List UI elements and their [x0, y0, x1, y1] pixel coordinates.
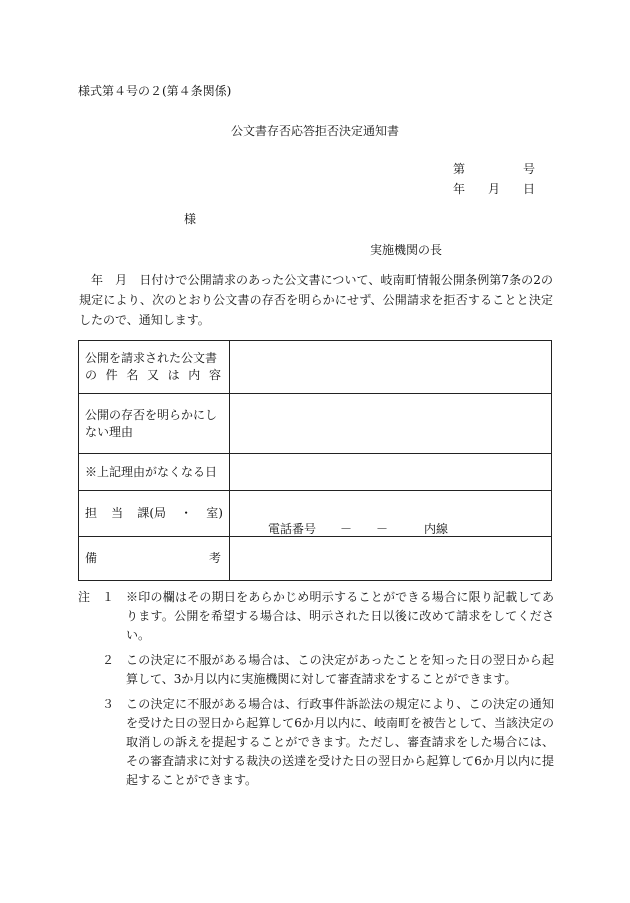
- note-item: ２ この決定に不服がある場合は、この決定があったことを知った日の翌日から起算して、3か月以内に実施機関に対して審査請求をすることができます。: [102, 653, 554, 686]
- remarks-label: 備 考: [79, 537, 230, 581]
- table-row: [79, 394, 552, 454]
- notice-body: 年 月 日付けで公開請求のあった公文書について、岐南町情報公開条例第7条の2の規定により、次のとおり公文書の存否を明らかにせず、公開請求を拒否することと決定したので、通知します。: [79, 273, 553, 327]
- expiry-date-label: ※上記理由がなくなる日: [79, 454, 230, 491]
- table-row: [79, 537, 552, 581]
- document-title: 公文書存否応答拒否決定通知書: [230, 124, 399, 138]
- note-item: 注 １ ※印の欄はその期日をあらかじめ明示することができる場合に限り記載してあります。公開を希望する場合は、明示された日以後に改めて請求をしてください。: [78, 590, 554, 642]
- note-item: ３ この決定に不服がある場合は、行政事件訴訟法の規定により、この決定の通知を受けた日の翌日から起算して6か月以内に、岐南町を被告として、当該決定の取消しの訴えを提起することができます。ただし、審査請求をした場合には、その審査請求に対する裁決の送達を受けた日の翌日から起算して6か月以内に提起することができます。: [102, 697, 554, 787]
- reference-number: [453, 160, 541, 177]
- date-day: 日: [523, 182, 536, 196]
- refusal-reason-value[interactable]: [230, 394, 552, 454]
- department-value[interactable]: [230, 491, 552, 537]
- table-row: [79, 454, 552, 491]
- remarks-value[interactable]: [230, 537, 552, 581]
- recipient-line: 様: [184, 212, 197, 226]
- sender-line: 実施機関の長: [370, 243, 443, 257]
- ref-go: 号: [523, 162, 536, 176]
- notice-table: [78, 340, 552, 581]
- phone-extension-line: 電話番号 － － 内線: [268, 522, 449, 536]
- ref-dai: 第: [453, 162, 466, 176]
- table-row: [79, 341, 552, 394]
- refusal-reason-label: 公開の存否を明らかにしない理由: [79, 394, 230, 454]
- department-label: 担 当 課(局 ・ 室): [79, 491, 230, 537]
- label-line-1: 公開を請求された公文書: [85, 351, 218, 365]
- date-year: 年: [453, 182, 466, 196]
- issue-date: [453, 180, 541, 197]
- expiry-date-value[interactable]: [230, 454, 552, 491]
- notes-section: [78, 588, 554, 796]
- date-month: 月: [488, 182, 501, 196]
- form-identifier: 様式第４号の２(第４条関係): [78, 84, 232, 98]
- requested-document-value[interactable]: [230, 341, 552, 394]
- label-line-2: の 件 名 又 は 内 容: [85, 368, 221, 382]
- requested-document-label: [79, 341, 230, 394]
- table-row: [79, 491, 552, 537]
